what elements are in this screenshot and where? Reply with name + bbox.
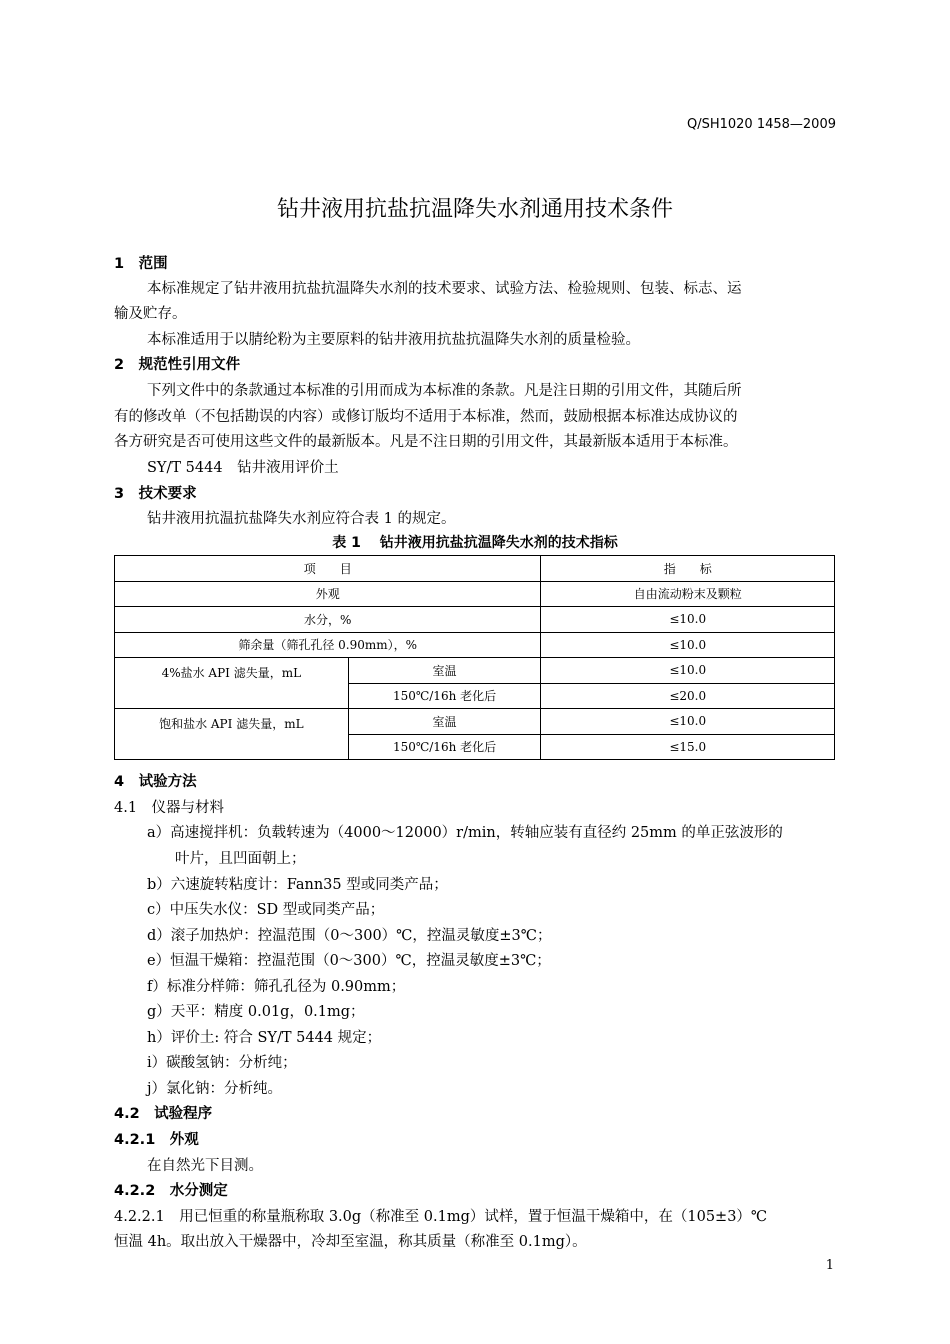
list-item: i）碳酸氢钠：分析纯； — [147, 1055, 297, 1071]
s2-paragraph-1: 下列文件中的条款通过本标准的引用而成为本标准的条款。凡是注日期的引用文件，其随后所 — [147, 383, 742, 399]
table-caption: 表 1 钻井液用抗盐抗温降失水剂的技术指标 — [332, 535, 618, 551]
table-row — [115, 709, 835, 735]
row-label: 外观 — [115, 581, 541, 607]
page-title: 钻井液用抗盐抗温降失水剂通用技术条件 — [276, 197, 673, 222]
row-label: 筛余量（筛孔孔径 0.90mm），% — [115, 632, 541, 658]
row-value: ≤10.0 — [541, 607, 835, 633]
row-label: 水分，% — [115, 607, 541, 633]
header-item: 项 目 — [115, 556, 541, 582]
s4221-paragraph-cont: 恒温 4h。取出放入干燥器中，冷却至室温，称其质量（称准至 0.1mg）。 — [114, 1234, 587, 1250]
section-2-heading: 2 规范性引用文件 — [114, 357, 241, 373]
header-index: 指 标 — [541, 556, 835, 582]
list-item: 叶片，且凹面朝上； — [175, 851, 306, 867]
section-3-heading: 3 技术要求 — [114, 486, 197, 502]
row-value: ≤10.0 — [541, 632, 835, 658]
spec-table — [114, 555, 835, 760]
table-row — [115, 632, 835, 658]
s1-paragraph-2: 本标准适用于以腈纶粉为主要原料的钻井液用抗盐抗温降失水剂的质量检验。 — [147, 332, 640, 348]
row-label: 饱和盐水 API 滤失量，mL — [115, 709, 349, 760]
row-label: 4%盐水 API 滤失量，mL — [115, 658, 349, 709]
list-item: c）中压失水仪：SD 型或同类产品； — [147, 902, 385, 918]
s1-paragraph-1: 本标准规定了钻井液用抗盐抗温降失水剂的技术要求、试验方法、检验规则、包装、标志、运 — [147, 281, 742, 297]
standard-code: Q/SH1020 1458—2009 — [686, 117, 836, 132]
list-item: f）标准分样筛：筛孔孔径为 0.90mm； — [147, 979, 406, 995]
table-header-row — [115, 556, 835, 582]
section-1-heading: 1 范围 — [114, 256, 168, 272]
list-item: j）氯化钠：分析纯。 — [147, 1081, 282, 1097]
list-item: b）六速旋转粘度计：Fann35 型或同类产品； — [147, 877, 448, 893]
list-item: e）恒温干燥箱：控温范围（0～300）℃，控温灵敏度±3℃； — [147, 953, 551, 969]
row-sublabel: 150℃/16h 老化后 — [348, 683, 541, 709]
list-item: d）滚子加热炉：控温范围（0～300）℃，控温灵敏度±3℃； — [147, 928, 552, 944]
table-row — [115, 658, 835, 684]
section-4-2-1-heading: 4.2.1 外观 — [114, 1132, 199, 1148]
list-item: g）天平：精度 0.01g，0.1mg； — [147, 1004, 365, 1020]
section-4-heading: 4 试验方法 — [114, 774, 197, 790]
row-value: ≤10.0 — [541, 709, 835, 735]
normative-reference: SY/T 5444 钻井液用评价土 — [147, 460, 339, 476]
s4221-paragraph: 4.2.2.1 用已恒重的称量瓶称取 3.0g（称准至 0.1mg）试样，置于恒温干燥箱中，在（105±3）℃ — [114, 1209, 768, 1225]
s2-paragraph-1-cont2: 各方研究是否可使用这些文件的最新版本。凡是不注日期的引用文件，其最新版本适用于本标准。 — [114, 434, 738, 450]
row-value: ≤15.0 — [541, 734, 835, 760]
s2-paragraph-1-cont1: 有的修改单（不包括勘误的内容）或修订版均不适用于本标准，然而，鼓励根据本标准达成协议的 — [114, 409, 738, 425]
row-value: ≤20.0 — [541, 683, 835, 709]
row-sublabel: 150℃/16h 老化后 — [348, 734, 541, 760]
section-4-2-2-heading: 4.2.2 水分测定 — [114, 1183, 228, 1199]
table-row — [115, 607, 835, 633]
row-value: ≤10.0 — [541, 658, 835, 684]
page-number: 1 — [825, 1258, 834, 1273]
section-4-1-heading: 4.1 仪器与材料 — [114, 800, 225, 816]
s421-text: 在自然光下目测。 — [147, 1158, 263, 1174]
row-sublabel: 室温 — [348, 709, 541, 735]
table-row — [115, 581, 835, 607]
list-item: h）评价土: 符合 SY/T 5444 规定； — [147, 1030, 382, 1046]
section-4-2-heading: 4.2 试验程序 — [114, 1106, 213, 1122]
s3-paragraph-1: 钻井液用抗温抗盐降失水剂应符合表 1 的规定。 — [147, 511, 456, 527]
s1-paragraph-1-cont: 输及贮存。 — [114, 306, 187, 322]
list-item: a）高速搅拌机：负载转速为（4000～12000）r/min，转轴应装有直径约 25mm 的单正弦波形的 — [147, 825, 783, 841]
row-value: 自由流动粉末及颗粒 — [541, 581, 835, 607]
row-sublabel: 室温 — [348, 658, 541, 684]
